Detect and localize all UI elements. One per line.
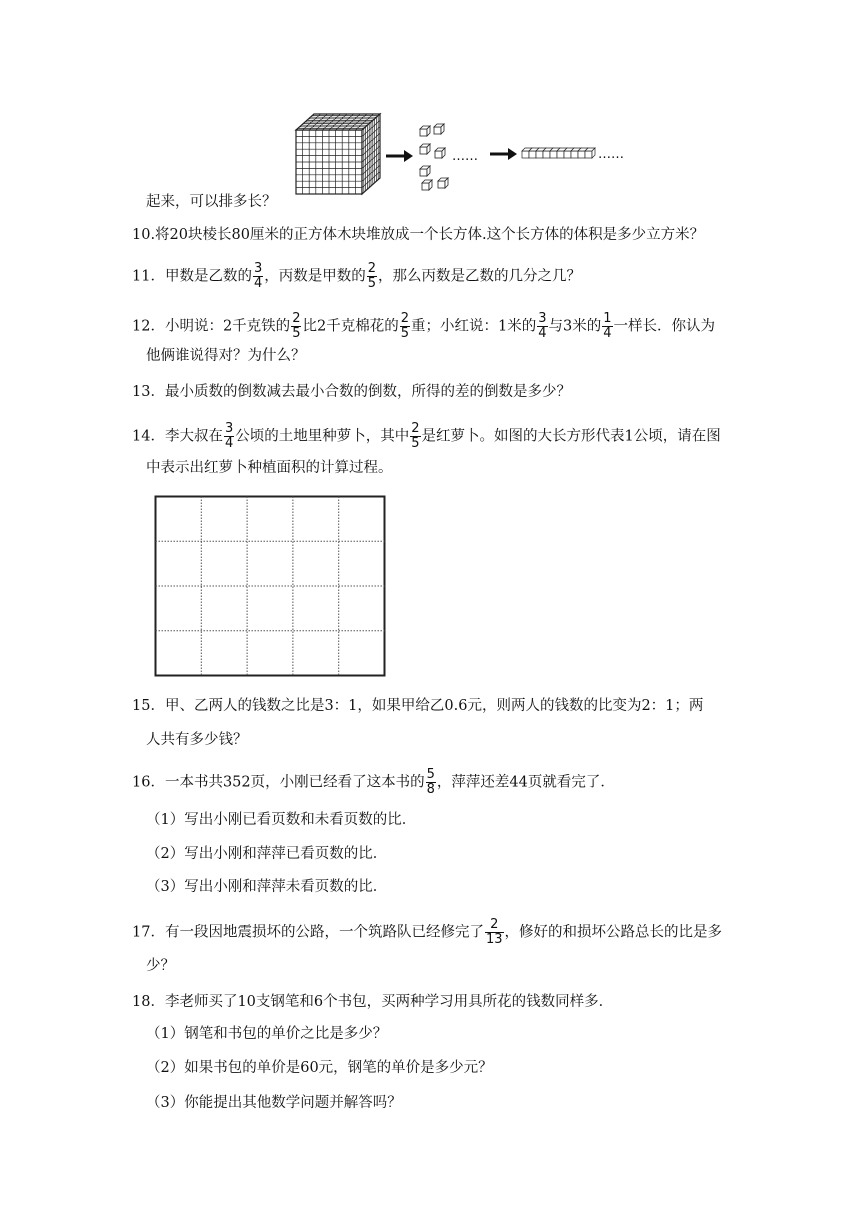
- q9-tail: 起来，可以排多长？: [146, 194, 277, 210]
- q15-line2: 人共有多少钱？: [146, 732, 248, 748]
- fraction: $\frac{2}{5}$: [367, 261, 377, 291]
- q12-line2: 他俩谁说得对？为什么？: [146, 348, 306, 364]
- fraction: $\frac{2}{5}$: [411, 421, 420, 451]
- cube-figure: [292, 108, 642, 200]
- bar-cube: [578, 151, 585, 158]
- small-cube: [422, 183, 429, 190]
- fraction: $\frac{3}{4}$: [253, 261, 263, 291]
- dots: ……: [452, 149, 478, 164]
- fraction: $\frac{2}{5}$: [292, 311, 301, 341]
- q13-text: 13．最小质数的倒数减去最小合数的倒数，所得的差的倒数是多少？: [132, 384, 571, 400]
- q17-line1: 17．有一段因地震损坏的公路，一个筑路队已经修完了 $\frac{2}{13}$ ，修好的和损坏公路总长的比是多: [132, 917, 722, 947]
- bar-cube: [522, 151, 529, 158]
- q18-sub2: （2）如果书包的单价是60元，钢笔的单价是多少元？: [146, 1060, 493, 1076]
- bar-cube: [543, 151, 550, 158]
- q18-sub1: （1）钢笔和书包的单价之比是多少？: [146, 1026, 388, 1042]
- fraction: $\frac{3}{4}$: [538, 311, 547, 341]
- bar-cube: [550, 151, 557, 158]
- fraction: $\frac{3}{4}$: [224, 421, 234, 451]
- q12-line1: 12．小明说：2千克铁的 $\frac{2}{5}$ 比2千克棉花的 $\frac{2}{5}$ 重；小红说：1米的 $\frac{3}{4}$ 与3米的 $\frac{1}{4}$ 一样长．你认为: [132, 311, 716, 341]
- q16-sub2: （2）写出小刚和萍萍已看页数的比．: [146, 846, 388, 862]
- q16-sub3: （3）写出小刚和萍萍未看页数的比．: [146, 879, 388, 895]
- hectare-grid: [154, 495, 388, 683]
- fraction: $\frac{5}{8}$: [426, 767, 435, 797]
- small-cube: [420, 169, 427, 176]
- fraction: $\frac{1}{4}$: [603, 311, 612, 341]
- fraction: $\frac{2}{13}$: [485, 917, 503, 947]
- bar-cube: [585, 151, 592, 158]
- small-cube: [420, 147, 427, 154]
- q10-text: 10.将20块棱长80厘米的正方体木块堆放成一个长方体.这个长方体的体积是多少立方米？: [132, 227, 705, 243]
- bar-cube: [564, 151, 571, 158]
- q18-sub3: （3）你能提出其他数学问题并解答吗？: [146, 1095, 402, 1111]
- q14-line1: 14．李大叔在 $\frac{3}{4}$ 公顷的土地里种萝卜，其中 $\frac{2}{5}$ 是红萝卜。如图的大长方形代表1公顷，请在图: [132, 421, 721, 451]
- q16-sub1: （1）写出小刚已看页数和未看页数的比．: [146, 812, 417, 828]
- dots-2: ……: [598, 147, 624, 162]
- fraction: $\frac{2}{5}$: [400, 311, 409, 341]
- bar-cube: [529, 151, 536, 158]
- small-cube: [420, 129, 427, 136]
- bar-cube: [536, 151, 543, 158]
- bar-cube: [571, 151, 578, 158]
- q11: 11．甲数是乙数的 $\frac{3}{4}$ ，丙数是甲数的 $\frac{2}{5}$ ，那么丙数是乙数的几分之几？: [132, 261, 582, 291]
- bar-cube: [557, 151, 564, 158]
- small-cube: [435, 151, 442, 158]
- small-cube: [438, 181, 445, 188]
- q15-line1: 15．甲、乙两人的钱数之比是3：1，如果甲给乙0.6元，则两人的钱数的比变为2：1；两: [132, 698, 704, 714]
- q17-line2: 少？: [146, 958, 175, 974]
- q16-line1: 16．一本书共352页，小刚已经看了这本书的 $\frac{5}{8}$ ，萍萍还差44页就看完了．: [132, 767, 615, 797]
- q14-line2: 中表示出红萝卜种植面积的计算过程。: [146, 460, 393, 476]
- small-cube: [434, 127, 441, 134]
- q18-text: 18．李老师买了10支钢笔和6个书包，买两种学习用具所花的钱数同样多．: [132, 994, 614, 1010]
